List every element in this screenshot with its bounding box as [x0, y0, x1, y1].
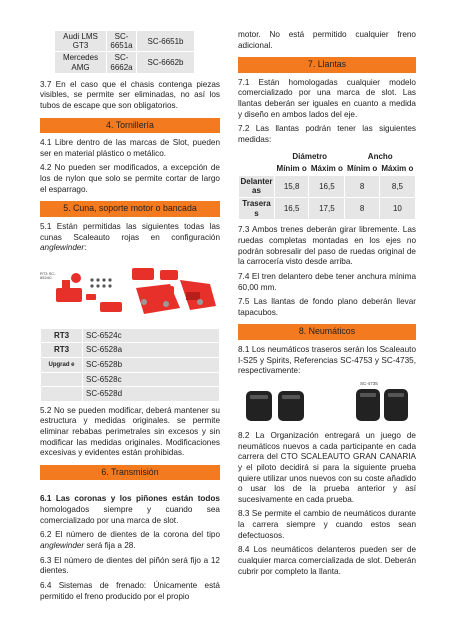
text-run-bold: 6.1 Las coronas y los piñones están todos — [40, 494, 220, 504]
paragraph-6-1 — [40, 494, 220, 526]
section-heading-cuna: 5. Cuna, soporte motor o bancada — [40, 201, 220, 216]
table-cell-empty — [239, 163, 275, 176]
table-cell: SC-6662b — [137, 52, 195, 73]
table-cell: SC-6651b — [137, 31, 195, 52]
table-cell: 17,5 — [309, 198, 345, 220]
paragraph-8-4: 8.4 Los neumáticos delanteros pueden ser de cualquier marca comercializada de slot. Deberán cubrir por completo la llanta. — [238, 545, 416, 576]
motor-mount-figure — [40, 258, 220, 324]
text-run-italic: anglewinder — [40, 243, 85, 253]
paragraph-8-3: 8.3 Se permite el cambio de neumáticos durante la carrera siempre y cuando estos sean defectuosos. — [238, 509, 416, 540]
section-heading-llantas: 7. Llantas — [238, 57, 416, 72]
table-cell: RT3 — [41, 328, 83, 343]
table-cell: 15,8 — [275, 175, 309, 197]
table-header-max: Máxim o — [309, 163, 345, 176]
table-cell: SC-6528b — [83, 358, 220, 373]
paragraph-continuation: motor. No está permitido cualquier freno adicional. — [238, 30, 416, 50]
motor-mount-parts-image — [40, 258, 220, 324]
paragraph-7-5: 7.5 Las llantas de fondo plano deberán llevar tapacubos. — [238, 297, 416, 317]
text-run: : — [84, 243, 87, 253]
table-row — [41, 387, 220, 402]
table-cell: Upgrad e — [41, 358, 83, 373]
table-header-min: Mínim o — [345, 163, 379, 176]
section-heading-transmision: 6. Transmisión — [40, 465, 220, 480]
left-column — [40, 0, 220, 606]
table-header-diametro: Diámetro — [275, 150, 345, 163]
table-cell: SC-6528c — [83, 372, 220, 387]
table-cell: SC-6528a — [83, 343, 220, 358]
table-row — [239, 175, 416, 197]
rt3-table — [40, 328, 220, 402]
table-cell: SC-6528d — [83, 387, 220, 402]
tyres-figure — [238, 381, 416, 427]
paragraph-8-1: 8.1 Los neumáticos traseros serán los Scaleauto I-S25 y Spirits, Referencias SC-4753 y SC-4735, respectivamente: — [238, 344, 416, 376]
table-cell: 8,5 — [379, 175, 415, 197]
table-row — [55, 52, 195, 73]
table-header-max: Máxim o — [379, 163, 415, 176]
table-cell: 8 — [345, 198, 379, 220]
table-row — [41, 372, 220, 387]
paragraph-7-1: 7.1 Están homologadas cualquier modelo comercializado por una marca de slot. Las llantas deberán ser iguales en cuanto a medida y diseño en ambos lados del eje. — [238, 77, 416, 119]
table-row — [55, 31, 195, 52]
paragraph-7-3: 7.3 Ambos trenes deberán girar libremente. Las ruedas completas montadas en los ejes no podrán sobresalir del paso de ruedas original de la carrocería visto desde arriba. — [238, 225, 416, 267]
figure-label: SC-4735 — [360, 380, 378, 386]
text-run-italic: anglewinder — [40, 541, 85, 551]
figure-label: RT3 SC-6524C — [40, 270, 56, 281]
paragraph-7-2: 7.2 Las llantas podrán tener las siguientes medidas: — [238, 124, 416, 145]
table-cell: SC-6524c — [83, 328, 220, 343]
text-run: 5.1 Están permitidas las siguientes todas las cunas Scaleauto rojas en configuración — [40, 221, 220, 242]
paragraph-3-7: 3.7 En el caso que el chasis contenga piezas visibles, se permite ser eliminadas, no así los tubos de escape que son obligatorios. — [40, 79, 220, 111]
table-cell-empty — [239, 150, 275, 163]
table-row — [239, 198, 416, 220]
text-run: será fija a 28. — [84, 541, 136, 551]
paragraph-6-3: 6.3 El número de dientes del piñón será fijo a 12 dientes. — [40, 555, 220, 576]
table-cell: SC-6662a — [107, 52, 137, 73]
paragraph-5-1 — [40, 222, 220, 254]
section-heading-tornilleria: 4. Tornillería — [40, 118, 220, 133]
tyres-image — [238, 381, 416, 427]
table-header-min: Mínim o — [275, 163, 309, 176]
table-row — [41, 343, 220, 358]
rim-size-table — [238, 150, 416, 221]
text-run: homologados siempre y cuando sea comercializado por una marca de slot. — [40, 505, 220, 525]
table-row-label: Trasera s — [239, 198, 275, 220]
section-heading-neumaticos: 8. Neumáticos — [238, 324, 416, 339]
cars-table — [54, 30, 195, 74]
table-row — [239, 163, 416, 176]
paragraph-5-2: 5.2 No se pueden modificar, deberá mantener su estructura y medidas originales. se permite eliminar rebabas perimetrales sin excesos y sin modificar las medidas originales. Modificaciones excesivas y evidentes están prohibidas. — [40, 405, 220, 458]
right-column — [238, 0, 416, 581]
table-cell: 16,5 — [309, 175, 345, 197]
paragraph-4-2: 4.2 No pueden ser modificados, a excepción de los de nylon que solo se permite cortar de largo el esparrago. — [40, 163, 220, 194]
table-cell: Mercedes AMG — [55, 52, 107, 73]
paragraph-7-4: 7.4 El tren delantero debe tener anchura mínima 60,00 mm. — [238, 271, 416, 292]
paragraph-6-4: 6.4 Sistemas de frenado: Únicamente está permitido el freno producido por el propio — [40, 581, 220, 601]
table-cell: SC-6651a — [107, 31, 137, 52]
table-cell — [41, 387, 83, 402]
table-cell: 8 — [345, 175, 379, 197]
table-cell — [41, 372, 83, 387]
table-cell: Audi LMS GT3 — [55, 31, 107, 52]
table-header-ancho: Ancho — [345, 150, 416, 163]
table-cell: 10 — [379, 198, 415, 220]
table-row — [239, 150, 416, 163]
table-row — [41, 328, 220, 343]
table-cell: 16,5 — [275, 198, 309, 220]
table-row-label: Delanter as — [239, 175, 275, 197]
table-cell: RT3 — [41, 343, 83, 358]
paragraph-6-2 — [40, 530, 220, 551]
paragraph-4-1: 4.1 Libre dentro de las marcas de Slot, pueden ser en material plástico o metálico. — [40, 138, 220, 158]
table-row — [41, 358, 220, 373]
paragraph-8-2: 8.2 La Organización entregará un juego de neumáticos nuevos a cada participante en cada carrera del CTO SCALEAUTO GRAN CANARIA y el piloto decidirá si para la siguiente prueba quiere utilizar unos nuevos con su coste añadido o usar los de la prueba anterior y así sucesivamente en cada prueba. — [238, 430, 416, 504]
text-run: 6.2 El número de dientes de la corona del tipo — [40, 530, 220, 540]
